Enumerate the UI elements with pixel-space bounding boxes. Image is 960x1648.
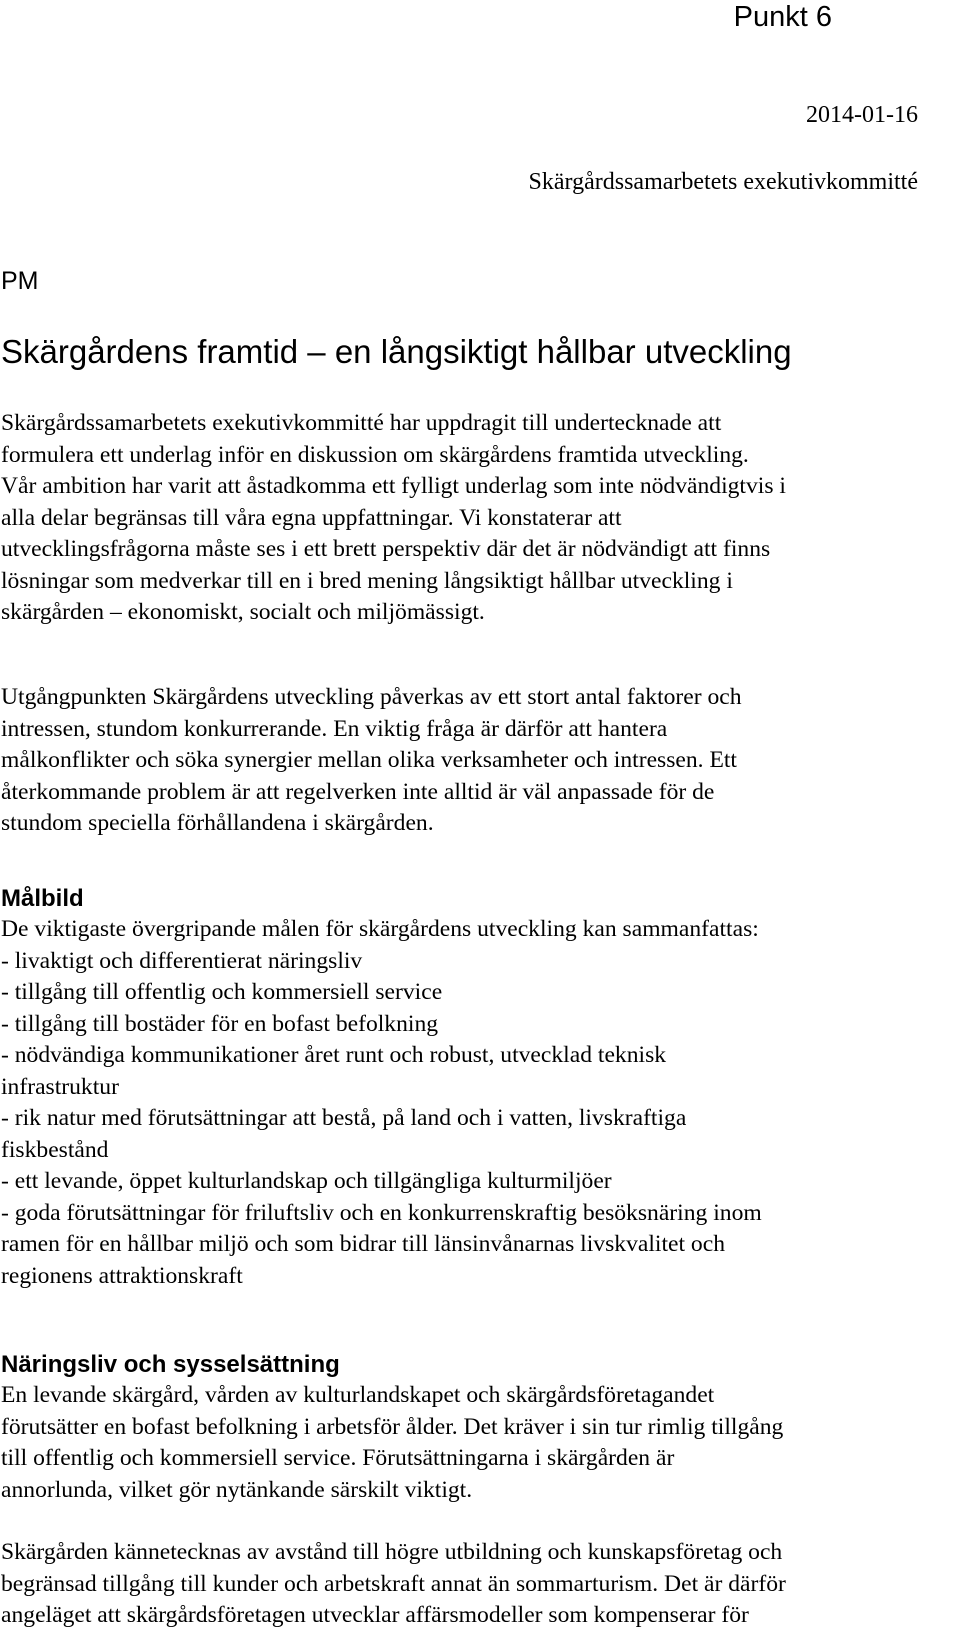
agenda-item-label: Punkt 6 <box>733 1 832 33</box>
text-line: angeläget att skärgårdsföretagen utvecklar affärsmodeller som kompenserar för <box>1 1602 749 1628</box>
section-heading-naringsliv: Näringsliv och sysselsättning <box>1 1351 340 1378</box>
intro-paragraph <box>1 408 959 629</box>
document-type: PM <box>1 267 39 295</box>
text-line: formulera ett underlag inför en diskussion om skärgårdens framtida utveckling. <box>1 441 749 468</box>
committee-name: Skärgårdssamarbetets exekutivkommitté <box>528 169 918 195</box>
naringsliv-paragraph-1 <box>1 1380 959 1506</box>
page-title: Skärgårdens framtid – en långsiktigt hållbar utveckling <box>1 333 792 370</box>
text-line: lösningar som medverkar till en i bred mening långsiktigt hållbar utveckling i <box>1 567 733 594</box>
text-line: begränsad tillgång till kunder och arbetskraft annat än sommarturism. Det är därför <box>1 1570 786 1597</box>
list-intro: De viktigaste övergripande målen för skärgårdens utveckling kan sammanfattas: <box>1 916 759 942</box>
text-line: målkonflikter och söka synergier mellan olika verksamheter och intressen. Ett <box>1 747 737 773</box>
list-item: - livaktigt och differentierat näringsliv <box>1 947 363 974</box>
text-line: skärgården – ekonomiskt, socialt och miljömässigt. <box>1 599 485 625</box>
malbild-list <box>1 914 959 1292</box>
text-line: Skärgårdssamarbetets exekutivkommitté har uppdragit till undertecknade att <box>1 410 722 436</box>
list-item: - tillgång till bostäder för en bofast befolkning <box>1 1010 439 1037</box>
naringsliv-paragraph-2 <box>1 1537 959 1632</box>
list-item-continuation: fiskbestånd <box>1 1136 109 1163</box>
text-line: stundom speciella förhållandena i skärgården. <box>1 810 434 836</box>
text-line: återkommande problem är att regelverken inte alltid är väl anpassade för de <box>1 778 715 805</box>
document-date: 2014-01-16 <box>806 102 918 128</box>
text-line: Utgångpunkten Skärgårdens utveckling påverkas av ett stort antal faktorer och <box>1 684 742 710</box>
list-item: - tillgång till offentlig och kommersiell service <box>1 979 443 1005</box>
list-item-continuation: regionens attraktionskraft <box>1 1262 243 1289</box>
text-line: utvecklingsfrågorna måste ses i ett brett perspektiv där det är nödvändigt att finns <box>1 536 771 562</box>
list-item: - nödvändiga kommunikationer året runt och robust, utvecklad teknisk <box>1 1042 667 1068</box>
list-item: - goda förutsättningar för friluftsliv och en konkurrenskraftig besöksnäring inom <box>1 1199 762 1226</box>
text-line: En levande skärgård, vården av kulturlandskapet och skärgårdsföretagandet <box>1 1382 715 1408</box>
text-line: intressen, stundom konkurrerande. En viktig fråga är därför att hantera <box>1 715 668 742</box>
list-item: - rik natur med förutsättningar att bestå, på land och i vatten, livskraftiga <box>1 1105 687 1131</box>
text-line: Vår ambition har varit att åstadkomma ett fylligt underlag som inte nödvändigtvis i <box>1 473 786 499</box>
list-item-continuation: ramen för en hållbar miljö och som bidrar till länsinvånarnas livskvalitet och <box>1 1231 725 1257</box>
text-line: Skärgården kännetecknas av avstånd till högre utbildning och kunskapsföretag och <box>1 1539 783 1565</box>
list-item: - ett levande, öppet kulturlandskap och tillgängliga kulturmiljöer <box>1 1168 612 1194</box>
text-line: alla delar begränsas till våra egna uppfattningar. Vi konstaterar att <box>1 504 622 531</box>
text-line: till offentlig och kommersiell service. Förutsättningarna i skärgården är <box>1 1445 675 1471</box>
text-line: förutsätter en bofast befolkning i arbetsför ålder. Det kräver i sin tur rimlig tillgång <box>1 1413 784 1440</box>
starting-point-paragraph <box>1 682 959 840</box>
section-heading-malbild: Målbild <box>1 885 84 912</box>
list-item-continuation: infrastruktur <box>1 1073 119 1100</box>
text-line: annorlunda, vilket gör nytänkande särskilt viktigt. <box>1 1476 473 1503</box>
